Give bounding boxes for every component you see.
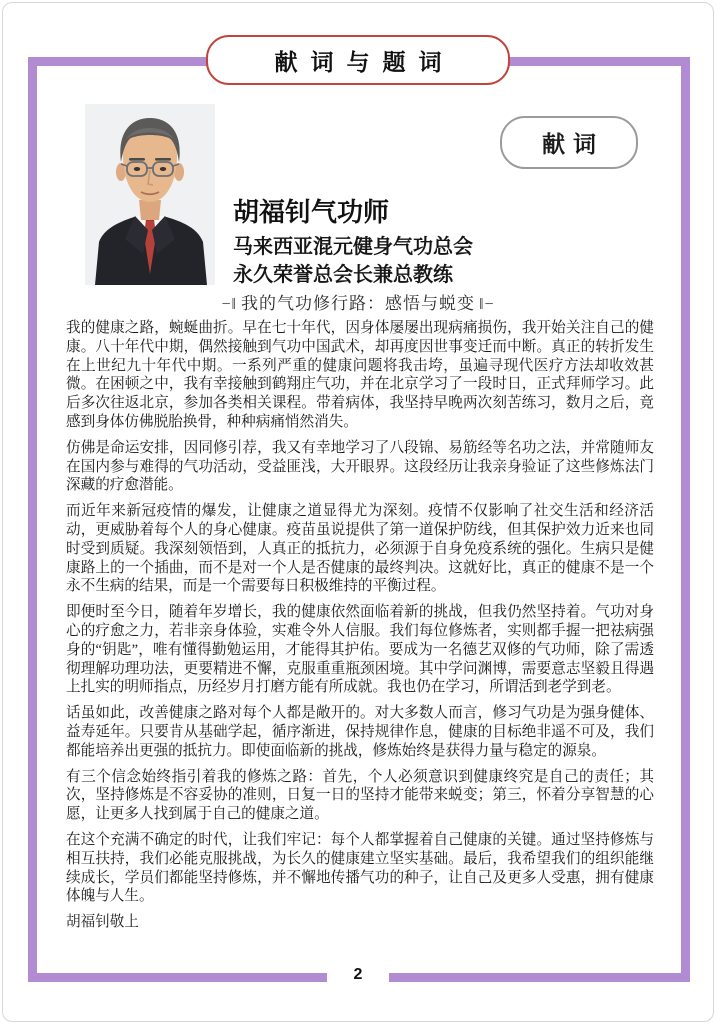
portrait-illustration <box>85 104 215 285</box>
page-number: 2 <box>353 966 363 983</box>
profile-block <box>233 192 563 289</box>
paragraph: 即便时至今日，随着年岁增长，我的健康依然面临着新的挑战，但我仍然坚持着。气功对身心的疗愈之力，若非亲身体验，实难令外人信服。我们每位修炼者，实则都手握一把祛病强身的“钥匙”，唯有懂得勤勉运用，才能得其护佑。要成为一名德艺双修的气功师，除了需透彻理解功理功法，更要精进不懈，克服重重瓶颈困境。其中学问渊博，需要意志坚毅且得遇上扎实的明师指点，历经岁月打磨方能有所成就。我也仍在学习，所谓活到老学到老。 <box>66 604 654 696</box>
article-body <box>66 319 654 932</box>
dedication-badge <box>500 116 638 169</box>
subtitle-left-mark: −‖ <box>221 296 237 313</box>
article-subtitle <box>0 289 716 314</box>
paragraph: 在这个充满不确定的时代，让我们牢记：每个人都掌握着自己健康的关键。通过坚持修炼与相互扶持，我们必能克服挑战，为长久的健康建立坚实基础。最后，我希望我们的组织能继续成长，学员们都能坚持修炼，并不懈地传播气功的种子，让自己及更多人受惠，拥有健康体魄与人生。 <box>66 831 654 905</box>
paragraph: 而近年来新冠疫情的爆发，让健康之道显得尤为深刻。疫情不仅影响了社交生活和经济活动，更威胁着每个人的身心健康。疫苗虽说提供了第一道保护防线，但其保护效力近来也同时受到质疑。我深刻领悟到，人真正的抵抗力，必须源于自身免疫系统的强化。生病只是健康路上的一个插曲，而不是对一个人是否健康的最终判决。这就好比，真正的健康不是一个永不生病的结果，而是一个需要每日积极维持的平衡过程。 <box>66 503 654 595</box>
article-subtitle-text: 我的气功修行路：感悟与蜕变 <box>241 294 475 313</box>
paragraph: 有三个信念始终指引着我的修炼之路：首先，个人必须意识到健康终究是自己的责任；其次，坚持修炼是不容妥协的准则，日复一日的坚持才能带来蜕变；第三，怀着分享智慧的心愿，让更多人找到属于自己的健康之道。 <box>66 768 654 823</box>
paragraph: 我的健康之路，蜿蜒曲折。早在七十年代，因身体屡屡出现病痛损伤，我开始关注自己的健康。八十年代中期，偶然接触到气功中国武术，却再度因世事变迁而中断。真正的转折发生在上世纪九十年代中期。一系列严重的健康问题将我击垮，虽遍寻现代医疗方法却收效甚微。在困顿之中，我有幸接触到鹤翔庄气功，并在北京学习了一段时日，正式拜师学习。此后多次往返北京，参加各类相关课程。带着病体，我坚持早晚两次刻苦练习，数月之后，竟感到身体仿佛脱胎换骨，种种病痛悄然消失。 <box>66 320 654 430</box>
portrait-photo <box>85 104 215 285</box>
profile-name: 胡福钊气功师 <box>233 198 390 227</box>
paragraph: 仿佛是命运安排，因同修引荐，我又有幸地学习了八段锦、易筋经等名功之法，并常随师友在国内参与难得的气功活动，受益匪浅，大开眼界。这段经历让我亲身验证了这些修炼法门深藏的疗愈潜能。 <box>66 439 654 494</box>
dedication-badge-label: 献词 <box>542 132 604 157</box>
signature: 胡福钊敬上 <box>66 914 139 931</box>
page-number-box <box>327 957 389 993</box>
subtitle-right-mark: ‖− <box>479 296 495 313</box>
page-title-box <box>206 35 510 85</box>
paragraph: 话虽如此，改善健康之路对每个人都是敞开的。对大多数人而言，修习气功是为强身健体、益寿延年。只要肯从基础学起，循序渐进，保持规律作息，健康的目标绝非遥不可及，我们都能培养出更强的抵抗力。即使面临新的挑战，修炼始终是获得力量与稳定的源泉。 <box>66 705 654 759</box>
profile-org-line2: 永久荣誉总会长兼总教练 <box>233 264 453 286</box>
profile-org-line1: 马来西亚混元健身气功总会 <box>233 236 473 258</box>
page-title: 献词与题词 <box>274 49 455 75</box>
